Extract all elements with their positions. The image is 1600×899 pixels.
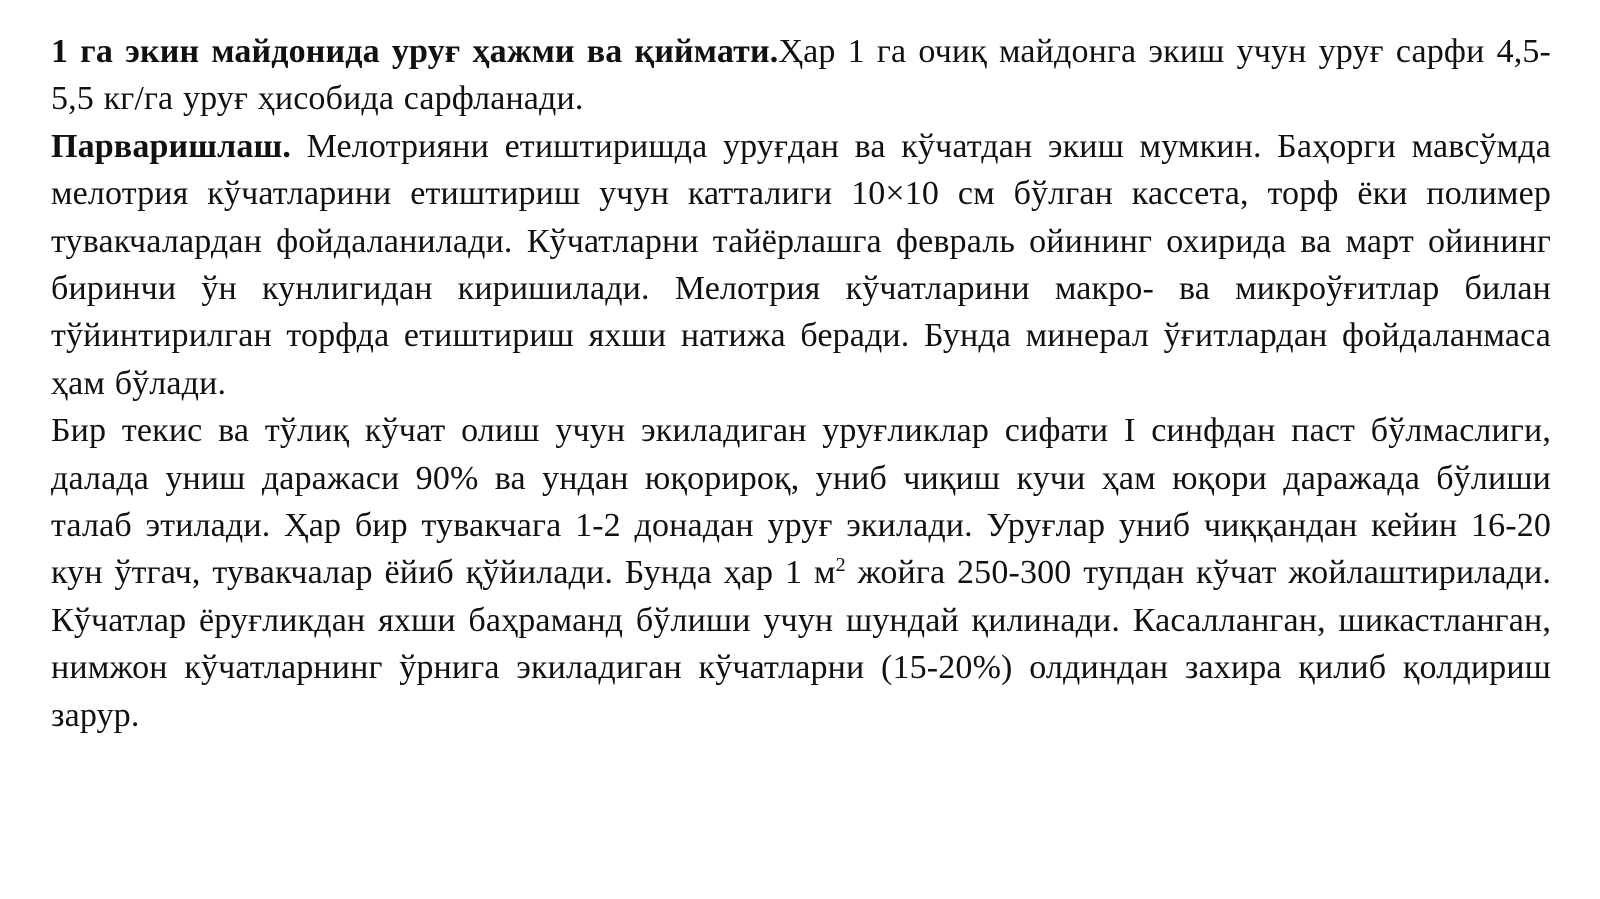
paragraph-care (51, 123, 1551, 407)
paragraph-seedlings (51, 407, 1551, 739)
paragraph-text: жойга 250-300 тупдан кўчат жойлаштирилади. Кўчатлар ёруғликдан яхши баҳраманд бўлиши учун шундай қилинади. Касалланган, шикастланган, нимжон кўчатларнинг ўрнига экиладиган кўчатларни (15-20%) олдиндан захира қилиб қолдириш зарур. (51, 554, 1551, 734)
paragraph-text: Бир текис ва тўлиқ кўчат олиш учун экиладиган уруғликлар сифати I синфдан паст бўлмаслиги, далада униш даражаси 90% ва ундан юқорироқ, униб чиқиш кучи ҳам юқори даражада бўлиши талаб этилади. Ҳар бир тувакчага 1-2 донадан уруғ экилади. Уруғлар униб чиққандан кейин 16-20 кун ўтгач, тувакчалар ёйиб қўйилади. Бунда ҳар 1 м (51, 412, 1551, 592)
paragraph-heading: Парваришлаш. (51, 127, 291, 165)
paragraph-seed-volume (51, 28, 1551, 123)
paragraph-heading: 1 га экин майдонида уруғ ҳажми ва қиймати. (51, 33, 779, 70)
superscript: 2 (835, 554, 846, 577)
document-body (51, 28, 1551, 739)
paragraph-text: Мелотрияни етиштиришда уруғдан ва кўчатдан экиш мумкин. Баҳорги мавсўмда мелотрия кўчатларини етиштириш учун катталиги 10×10 см бўлган кассета, торф ёки полимер тувакчалардан фойдаланилади. Кўчатларни тайёрлашга февраль ойининг охирида ва март ойининг биринчи ўн кунлигидан киришилади. Мелотрия кўчатларини макро- ва микроўғитлар билан тўйинтирилган торфда етиштириш яхши натижа беради. Бунда минерал ўғитлардан фойдаланмаса ҳам бўлади. (51, 127, 1551, 402)
paragraph-text: Ҳар 1 га очиқ майдонга экиш учун уруғ сарфи 4,5-5,5 кг/га уруғ ҳисобида сарфланади. (51, 33, 1551, 118)
